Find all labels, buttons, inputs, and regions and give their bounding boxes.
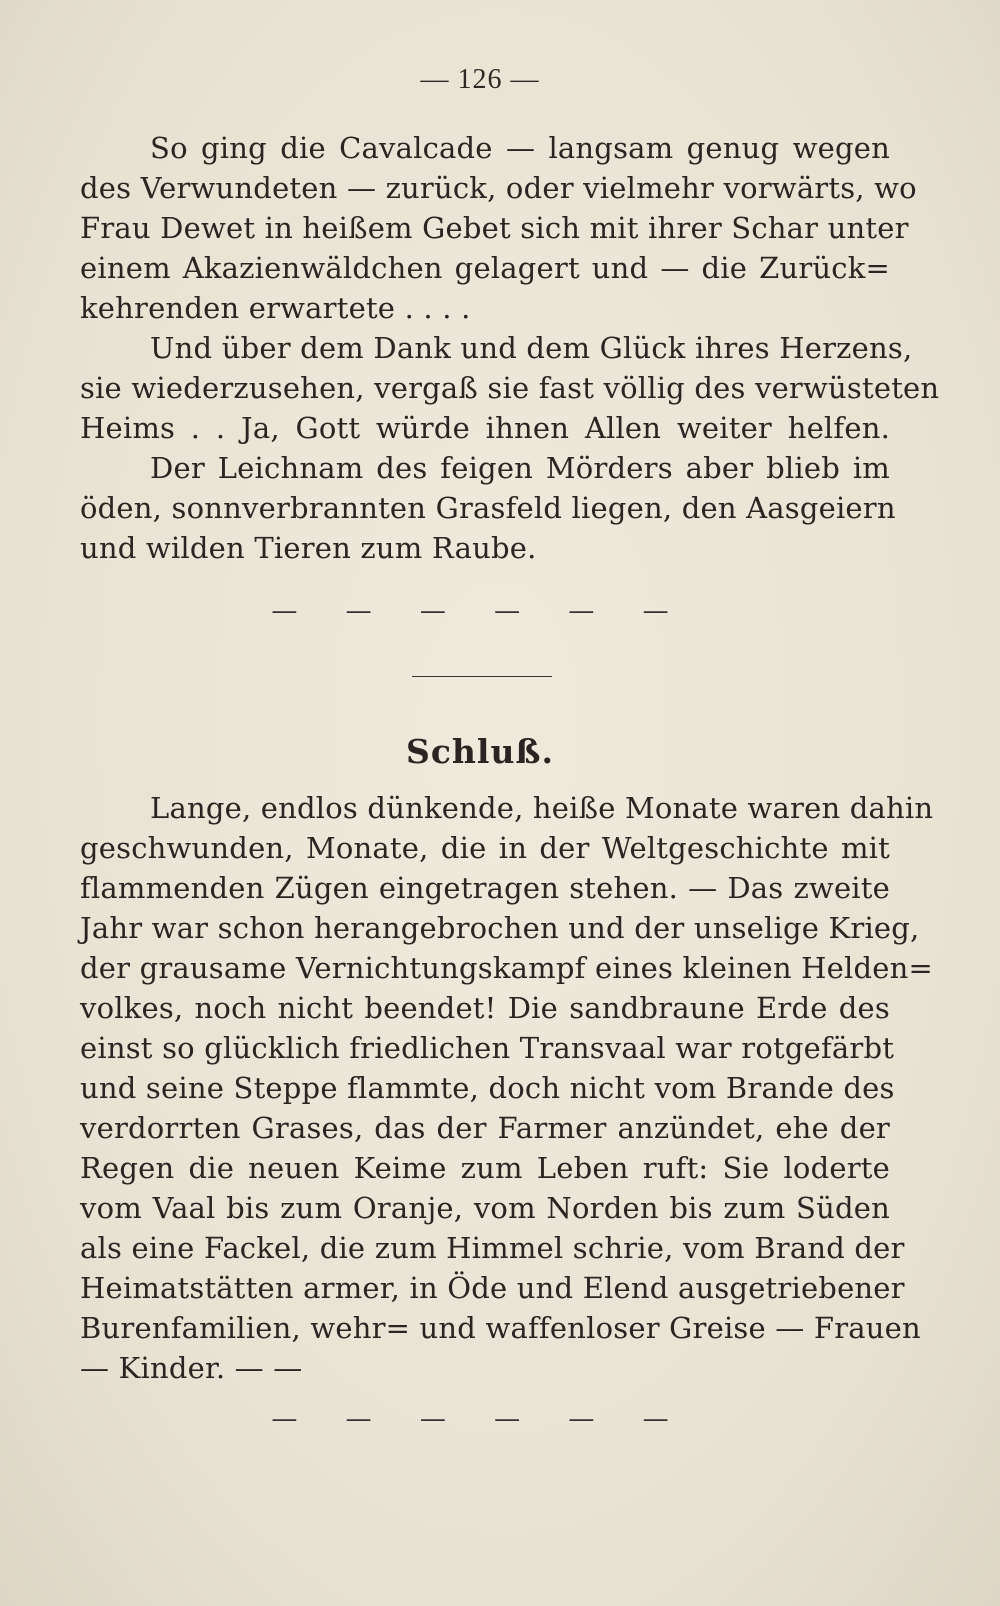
dash-separator: — — — — — — xyxy=(271,1404,689,1434)
text-line: Frau Dewet in heißem Gebet sich mit ihrer Schar unter xyxy=(80,211,909,245)
text-line: des Verwundeten — zurück, oder vielmehr vorwärts, wo xyxy=(80,171,917,205)
text-line: Burenfamilien, wehr= und waffenloser Greise — Frauen xyxy=(80,1311,921,1345)
text-line: sie wiederzusehen, vergaß sie fast völlig des verwüsteten xyxy=(80,371,940,405)
text-line: kehrenden erwartete . . . . xyxy=(80,291,471,325)
paragraph-block-2 xyxy=(80,788,934,1388)
text-line: flammenden Zügen eingetragen stehen. — Das zweite xyxy=(80,871,890,905)
text-line: öden, sonnverbrannten Grasfeld liegen, den Aasgeiern xyxy=(80,491,896,525)
text-line: Der Leichnam des feigen Mörders aber blieb im xyxy=(150,451,890,485)
text-line: und seine Steppe flammte, doch nicht vom Brande des xyxy=(80,1071,895,1105)
text-line: geschwunden, Monate, die in der Weltgeschichte mit xyxy=(80,831,890,865)
text-line: Heims . . Ja, Gott würde ihnen Allen weiter helfen. xyxy=(80,411,890,445)
text-line: einem Akazienwäldchen gelagert und — die Zurück= xyxy=(80,251,890,285)
text-line: Und über dem Dank und dem Glück ihres Herzens, xyxy=(150,331,913,365)
text-line: einst so glücklich friedlichen Transvaal war rotgefärbt xyxy=(80,1031,895,1065)
text-line: vom Vaal bis zum Oranje, vom Norden bis zum Süden xyxy=(80,1191,890,1225)
paragraph-block-1 xyxy=(80,128,940,568)
text-line: Regen die neuen Keime zum Leben ruft: Sie loderte xyxy=(80,1151,890,1185)
text-line: als eine Fackel, die zum Himmel schrie, vom Brand der xyxy=(80,1231,905,1265)
text-line: verdorrten Grases, das der Farmer anzündet, ehe der xyxy=(80,1111,890,1145)
section-heading: Schluß. xyxy=(405,732,554,771)
text-line: und wilden Tieren zum Raube. xyxy=(80,531,537,565)
text-line: Jahr war schon herangebrochen und der unselige Krieg, xyxy=(80,911,920,945)
text-line: — Kinder. — — xyxy=(80,1351,303,1385)
section-rule xyxy=(412,676,552,677)
text-line: Heimatstätten armer, in Öde und Elend ausgetriebener xyxy=(80,1271,905,1305)
text-line: volkes, noch nicht beendet! Die sandbraune Erde des xyxy=(80,991,890,1025)
text-line: Lange, endlos dünkende, heiße Monate waren dahin xyxy=(150,791,934,825)
dash-separator: — — — — — — xyxy=(271,596,689,626)
page-number: — 126 — xyxy=(420,64,540,95)
text-line: der grausame Vernichtungskampf eines kleinen Helden= xyxy=(80,951,933,985)
text-line: So ging die Cavalcade — langsam genug wegen xyxy=(150,131,890,165)
